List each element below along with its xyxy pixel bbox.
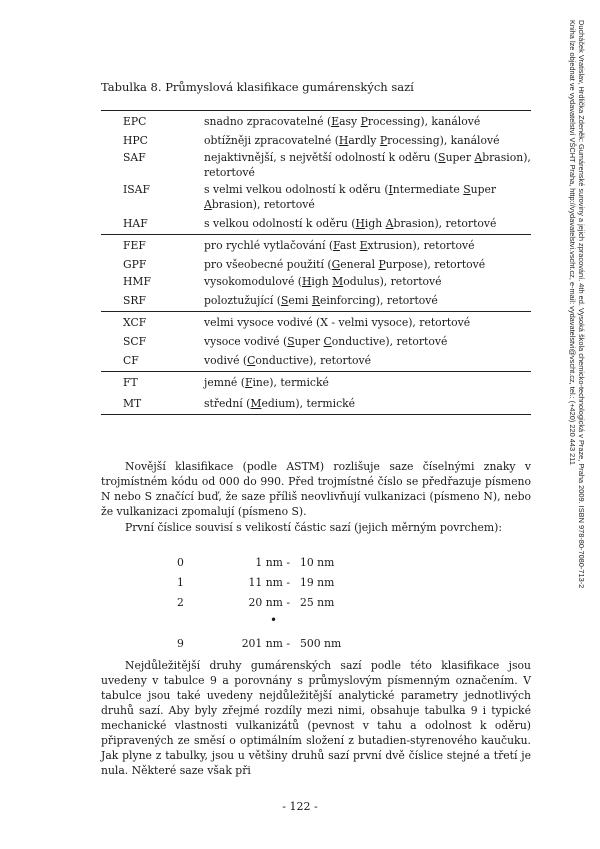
paragraph-types: Nejdůležitější druhy gumárenských sazí podle této klasifikace jsou uvedeny v tabulce 9 a porovnány s průmyslovým písmenným označením. V tabulce jsou také uvedeny nejdůležitější analytické parametry jednotlivých druhů sazí. Aby byly zřejmé rozdíly mezi nimi, obsahuje tabulka 9 i typické mechanické vlastnosti vulkanizátů (pevnost v tahu a odolnost k oděru) připravených ze směsí o optimálním složení z butadien-styrenového kaučuku. Jak plyne z tabulky, jsou u většiny druhů sazí první dvě číslice stejné a třetí je nula. Některé saze však při bbox=[101, 659, 531, 777]
table-caption: Tabulka 8. Průmyslová klasifikace gumárenských sazí bbox=[101, 80, 414, 94]
carbon-black-code: MT bbox=[101, 393, 204, 415]
range-to: 500 nm bbox=[300, 637, 342, 650]
carbon-black-description: vodivé (Conductive), retortové bbox=[204, 354, 371, 367]
carbon-black-description: nejaktivnější, s největší odolností k oděru (Super Abrasion), retortové bbox=[204, 151, 531, 179]
carbon-black-description: jemné (Fine), termické bbox=[204, 372, 531, 394]
table-row bbox=[101, 132, 531, 149]
carbon-black-description: střední (Medium), termické bbox=[204, 393, 531, 415]
range-to: 19 nm bbox=[300, 576, 335, 589]
carbon-black-code: SCF bbox=[123, 335, 147, 348]
carbon-black-code: ISAF bbox=[123, 183, 150, 196]
carbon-black-description: snadno zpracovatelné (Easy Processing), kanálové bbox=[204, 111, 531, 133]
carbon-black-description: vysoce vodivé (Super Conductive), retortové bbox=[204, 335, 448, 348]
range-digit: 0 bbox=[177, 556, 184, 569]
range-from: 11 nm - bbox=[248, 576, 290, 589]
side-citation bbox=[568, 20, 586, 588]
table-row bbox=[101, 181, 531, 213]
range-to: 10 nm bbox=[300, 556, 335, 569]
range-to: 25 nm bbox=[300, 596, 335, 609]
range-from: 1 nm - bbox=[255, 556, 290, 569]
table-row bbox=[101, 312, 531, 334]
table-row bbox=[101, 290, 531, 312]
table-row bbox=[101, 111, 531, 133]
carbon-black-code: FEF bbox=[101, 235, 204, 257]
table-row bbox=[101, 393, 531, 415]
carbon-black-description: pro všeobecné použití (General Purpose), retortové bbox=[204, 258, 486, 271]
carbon-black-description: s velkou odolností k oděru (High Abrasion), retortové bbox=[204, 217, 497, 230]
carbon-black-description: velmi vysoce vodivé (X - velmi vysoce), retortové bbox=[204, 312, 531, 334]
table-row bbox=[101, 350, 531, 372]
carbon-black-description: s velmi velkou odolností k oděru (Intermediate Super Abrasion), retortové bbox=[204, 183, 497, 211]
side-citation-line2: Kniha lze objednat ve vydavatelství VŠCHT Praha, http://vydavatelstvi.vscht.cz, e-mail: vydavatelstvi@vscht.cz, tel.: (+420) 220 443 211 bbox=[568, 20, 577, 465]
carbon-black-code: HMF bbox=[123, 275, 151, 288]
range-digit: 9 bbox=[177, 637, 184, 650]
carbon-black-description: obtížněji zpracovatelné (Hardly Processing), kanálové bbox=[204, 134, 500, 147]
range-digit: 1 bbox=[177, 576, 184, 589]
carbon-black-code: CF bbox=[123, 354, 139, 367]
table-row bbox=[101, 333, 531, 350]
classification-table bbox=[101, 110, 531, 415]
paragraph-astm: Novější klasifikace (podle ASTM) rozlišuje saze číselnými znaky v trojmístném kódu od 000 do 990. Před trojmístné číslo se předřazuje písmeno N nebo S značící buď, že saze příliš neovlivňují vulkanizaci (písmeno N), nebo že vulkanizaci zpomalují (písmeno S). bbox=[101, 460, 531, 518]
side-citation-line1: Ducháček Vratislav, Hrdlička Zdeněk: Gumárenské suroviny a jejich zpracování. 4th ed. Vysoká škola chemicko-technologická v Praze, Praha 2009. ISBN 978-80-7080-713-2 bbox=[577, 20, 586, 589]
table-row bbox=[101, 213, 531, 235]
table-row bbox=[101, 235, 531, 257]
table-row bbox=[101, 256, 531, 273]
carbon-black-code: HPC bbox=[123, 134, 148, 147]
carbon-black-code: SRF bbox=[123, 294, 147, 307]
ellipsis-dot: • bbox=[270, 613, 278, 627]
carbon-black-code: SAF bbox=[123, 151, 146, 164]
carbon-black-code: HAF bbox=[123, 217, 148, 230]
table-row bbox=[101, 273, 531, 290]
range-digit: 2 bbox=[177, 596, 184, 609]
carbon-black-description: vysokomodulové (High Modulus), retortové bbox=[204, 275, 442, 288]
carbon-black-code: FT bbox=[101, 372, 204, 394]
range-from: 201 nm - bbox=[241, 637, 290, 650]
carbon-black-description: poloztužující (Semi Reinforcing), retortové bbox=[204, 294, 438, 307]
carbon-black-description: pro rychlé vytlačování (Fast Extrusion), retortové bbox=[204, 235, 531, 257]
table-row bbox=[101, 372, 531, 394]
paragraph-first-digit: První číslice souvisí s velikostí částic sazí (jejich měrným povrchem): bbox=[125, 521, 503, 534]
carbon-black-code: XCF bbox=[101, 312, 204, 334]
carbon-black-code: EPC bbox=[101, 111, 204, 133]
page-number: - 122 - bbox=[282, 800, 318, 813]
table-row bbox=[101, 149, 531, 181]
carbon-black-code: GPF bbox=[123, 258, 147, 271]
range-from: 20 nm - bbox=[248, 596, 290, 609]
